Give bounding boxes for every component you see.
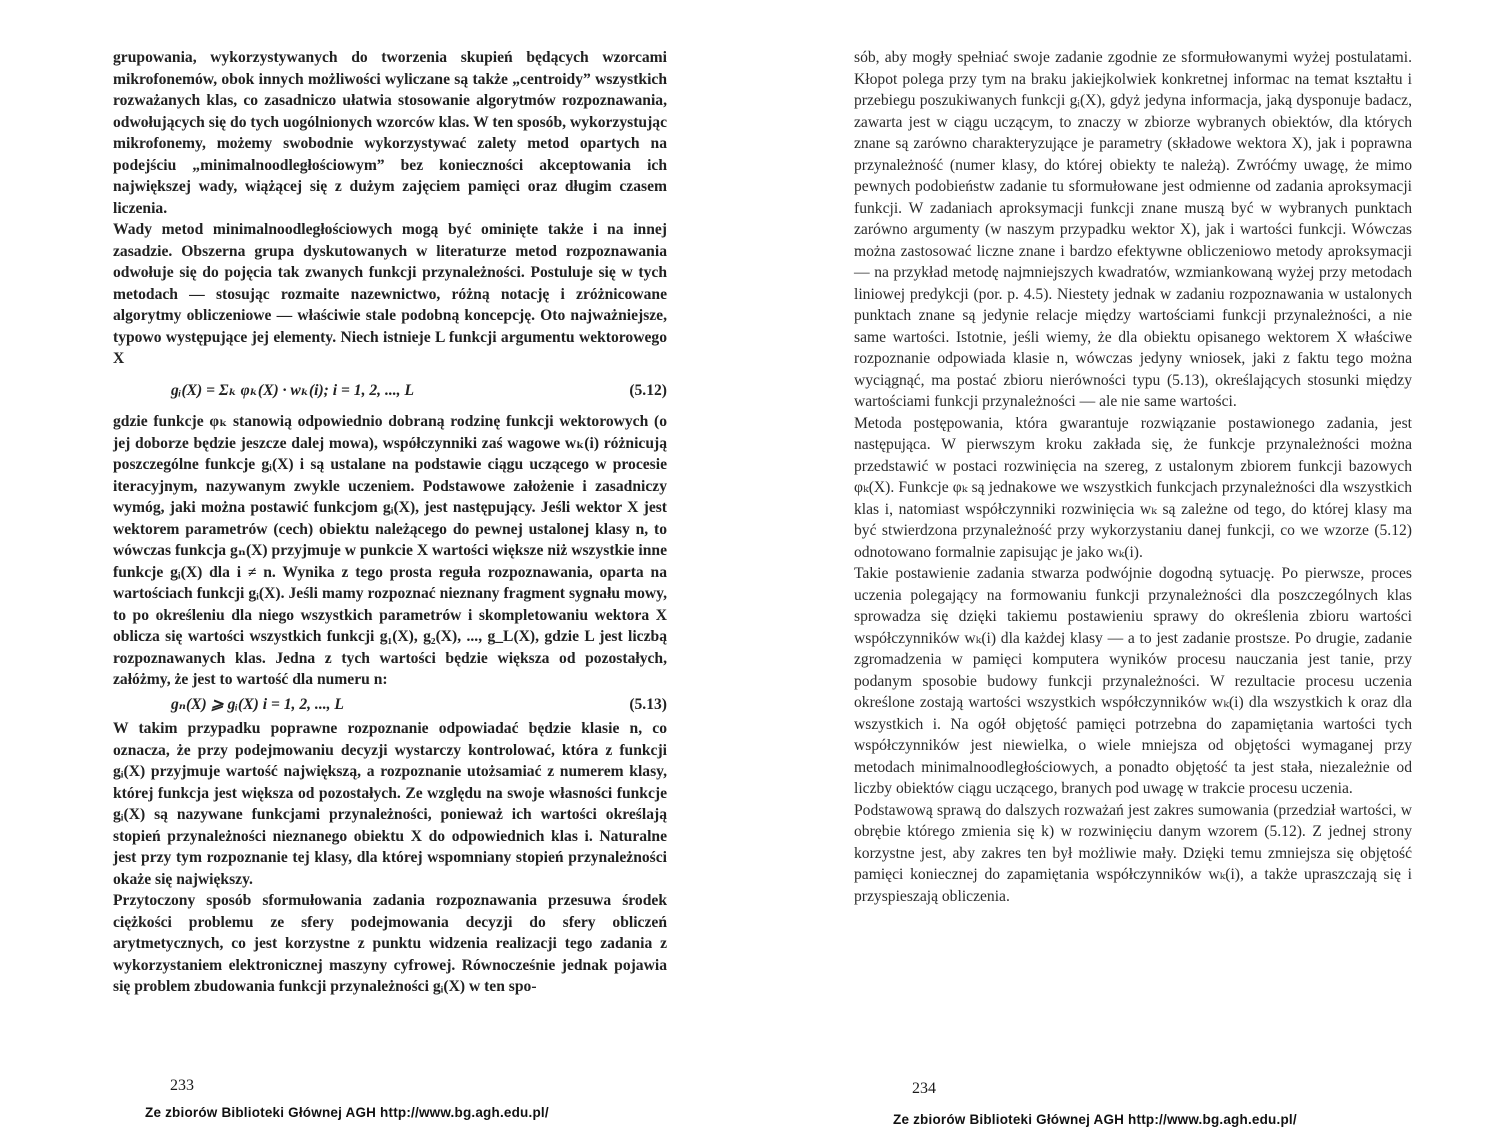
equation-5-12 — [113, 380, 667, 402]
library-footer: Ze zbiorów Biblioteki Głównej AGH http://www.bg.agh.edu.pl/ — [893, 1112, 1297, 1127]
equation-5-13 — [113, 694, 667, 716]
page-number: 233 — [170, 1077, 194, 1094]
paragraph: Wady metod minimalnoodległościowych mogą być ominięte także i na innej zasadzie. Obszerna grupa dyskutowanych w literaturze metod rozpoznawania odwołuje się do pojęcia tak zwanych funkcji przynależności. Postuluje się w tych metodach — stosując rozmaite nazewnictwo, różną notację i zróżnicowane algorytmy obliczeniowe — właściwie stale podobną koncepcję. Oto najważniejsze, typowo występujące jej elementy. Niech istnieje L funkcji argumentu wektorowego X — [113, 221, 667, 367]
paragraph: Metoda postępowania, która gwarantuje rozwiązanie postawionego zadania, jest następująca. W pierwszym kroku zakłada się, że funkcje przynależności można przedstawić w postaci rozwinięcia na szereg, z ustalonym zbiorem funkcji bazowych φₖ(X). Funkcje φₖ są jednakowe we wszystkich funkcjach przynależności dla wszystkich klas i, natomiast współczynniki rozwinięcia wₖ są zależne od tego, do której klasy ma być stwierdzona przynależność przy wykorzystaniu danej funkcji, co we wzorze (5.12) odnotowano formalnie zapisując je jako wₖ(i). — [854, 414, 1412, 561]
paragraph: sób, aby mogły spełniać swoje zadanie zgodnie ze sformułowanymi wyżej postulatami. Kłopot polega przy tym na braku jakiejkolwiek konkretnej informac na temat kształtu i przebiegu poszukiwanych funkcji gᵢ(X), gdyż jedyna informacja, jaką dysponuje badacz, zawarta jest w ciągu uczącym, to znaczy w zbiorze wybranych obiektów, dla których znane są zarówno charakteryzujące je parametry (składowe wektora X), jak i poprawna przynależność (numer klasy, do której obiekty te należą). Zwróćmy uwagę, że mimo pewnych podobieństw zadanie tu sformułowane jest odmienne od zadania aproksymacji funkcji. W zadaniach aproksymacji funkcji znane muszą być w wybranych punktach zarówno argumenty (w naszym przypadku wektor X), jak i wartości funkcji. Wówczas można zastosować liczne znane i bardzo efektywne obliczeniowo metody aproksymacji — na przykład metodę najmniejszych kwadratów, wzmiankowaną wyżej przy metodach liniowej predykcji (por. p. 4.5). Niestety jednak w zadaniu rozpoznawania w ustalonych punktach znane są jedynie relacje między wartościami funkcji przynależności, a nie same wartości. Istotnie, jeśli wiemy, że dla obiektu opisanego wektorem X właściwe rozpoznanie odpowiada klasie n, wówczas jedyny wniosek, jaki z faktu tego można wyciągnąć, ma postać zbioru nierówności typu (5.13), określających stosunki między wartościami funkcji przynależności — ale nie same wartości. — [854, 49, 1412, 410]
equation-formula: gₙ(X) ⩾ gᵢ(X) i = 1, 2, ..., L — [171, 695, 344, 713]
left-page-body — [113, 47, 667, 998]
paragraph: Takie postawienie zadania stwarza podwójnie dogodną sytuację. Po pierwsze, proces uczenia polegający na formowaniu funkcji przynależności dla poszczególnych klas sprowadza się dzięki takiemu postawieniu sprawy do określenia zbioru wartości współczynników wₖ(i) dla każdej klasy — a to jest zadanie prostsze. Po drugie, zadanie zgromadzenia w pamięci komputera wyników procesu nauczania jest tanie, przy podanym sposobie budowy funkcji przynależności. W rezultacie procesu uczenia określone zostają wartości wszystkich współczynników wₖ(i) dla wszystkich k oraz dla wszystkich i. Na ogół objętość pamięci potrzebna do zapamiętania wartości tych współczynników jest niewielka, o wiele mniejsza od objętości wymaganej przy metodach minimalnoodległościowych, a ponadto objętość ta jest stała, niezależnie od liczby obiektów ciągu uczącego, branych pod uwagę w trakcie procesu uczenia. — [854, 565, 1412, 797]
equation-number: (5.12) — [629, 381, 667, 399]
right-page-body — [854, 47, 1412, 907]
right-page — [750, 0, 1500, 1131]
paragraph: Przytoczony sposób sformułowania zadania rozpoznawania przesuwa środek ciężkości problemu ze sfery podejmowania decyzji do sfery obliczeń arytmetycznych, co jest korzystne z punktu widzenia realizacji tego zadania z wykorzystaniem elektronicznej maszyny cyfrowej. Równocześnie jednak pojawia się problem zbudowania funkcji przynależności gᵢ(X) w ten spo- — [113, 892, 667, 995]
equation-formula: gᵢ(X) = Σₖ φₖ(X) · wₖ(i); i = 1, 2, ..., L — [171, 381, 414, 399]
library-footer: Ze zbiorów Biblioteki Głównej AGH http://www.bg.agh.edu.pl/ — [145, 1105, 549, 1120]
paragraph: W takim przypadku poprawne rozpoznanie odpowiadać będzie klasie n, co oznacza, że przy podejmowaniu decyzji wystarczy kontrolować, która z funkcji gᵢ(X) przyjmuje wartość największą, a rozpoznanie utożsamiać z numerem klasy, której funkcja jest większa od pozostałych. Ze względu na swoje własności funkcje gᵢ(X) są nazywane funkcjami przynależności, ponieważ ich wartości określają stopień przynależności nieznanego obiektu X do odpowiednich klas i. Naturalne jest przy tym rozpoznanie tej klasy, dla której wspomniany stopień przynależności okaże się największy. — [113, 720, 667, 888]
equation-number: (5.13) — [629, 695, 667, 713]
paragraph: gdzie funkcje φₖ stanowią odpowiednio dobraną rodzinę funkcji wektorowych (o jej doborze będzie jeszcze dalej mowa), współczynniki zaś wagowe wₖ(i) różnicują poszczególne funkcje gᵢ(X) i są ustalane na podstawie ciągu uczącego w procesie iteracyjnym, nazywanym zwykle uczeniem. Podstawowe założenie i zasadniczy wymóg, jaki można postawić funkcjom gᵢ(X), jest następujący. Jeśli wektor X jest wektorem parametrów (cech) obiektu należącego do pewnej ustalonej klasy n, to wówczas funkcja gₙ(X) przyjmuje w punkcie X wartości większe niż wszystkie inne funkcje gᵢ(X) dla i ≠ n. Wynika z tego prosta reguła rozpoznawania, oparta na wartościach funkcji gᵢ(X). Jeśli mamy rozpoznać nieznany fragment sygnału mowy, to po określeniu dla niego wszystkich parametrów i skompletowaniu wektora X oblicza się wartości wszystkich funkcji g₁(X), g₂(X), ..., g_L(X), gdzie L jest liczbą rozpoznawanych klas. Jedna z tych wartości będzie większa od pozostałych, załóżmy, że jest to wartość dla numeru n: — [113, 413, 667, 688]
paragraph: Podstawową sprawą do dalszych rozważań jest zakres sumowania (przedział wartości, w obrębie którego zmienia się k) w rozwinięciu danym wzorem (5.12). Z jednej strony korzystne jest, aby zakres ten był możliwie mały. Dzięki temu zmniejsza się objętość pamięci koniecznej do zapamiętania współczynników wₖ(i), a także upraszczają się i przyspieszają obliczenia. — [854, 801, 1412, 905]
page-number: 234 — [912, 1080, 936, 1097]
paragraph: grupowania, wykorzystywanych do tworzenia skupień będących wzorcami mikrofonemów, obok innych możliwości wyliczane są także „centroidy” wszystkich rozważanych klas, co zasadniczo ułatwia stosowanie algorytmów rozpoznawania, odwołujących się do tych uogólnionych wzorców klas. W ten sposób, wykorzystując mikrofonemy, możemy swobodnie wykorzystywać zalety metod opartych na podejściu „minimalnoodległościowym” bez konieczności akceptowania ich największej wady, wiążącej się z dużym zajęciem pamięci oraz długim czasem liczenia. — [113, 49, 667, 217]
